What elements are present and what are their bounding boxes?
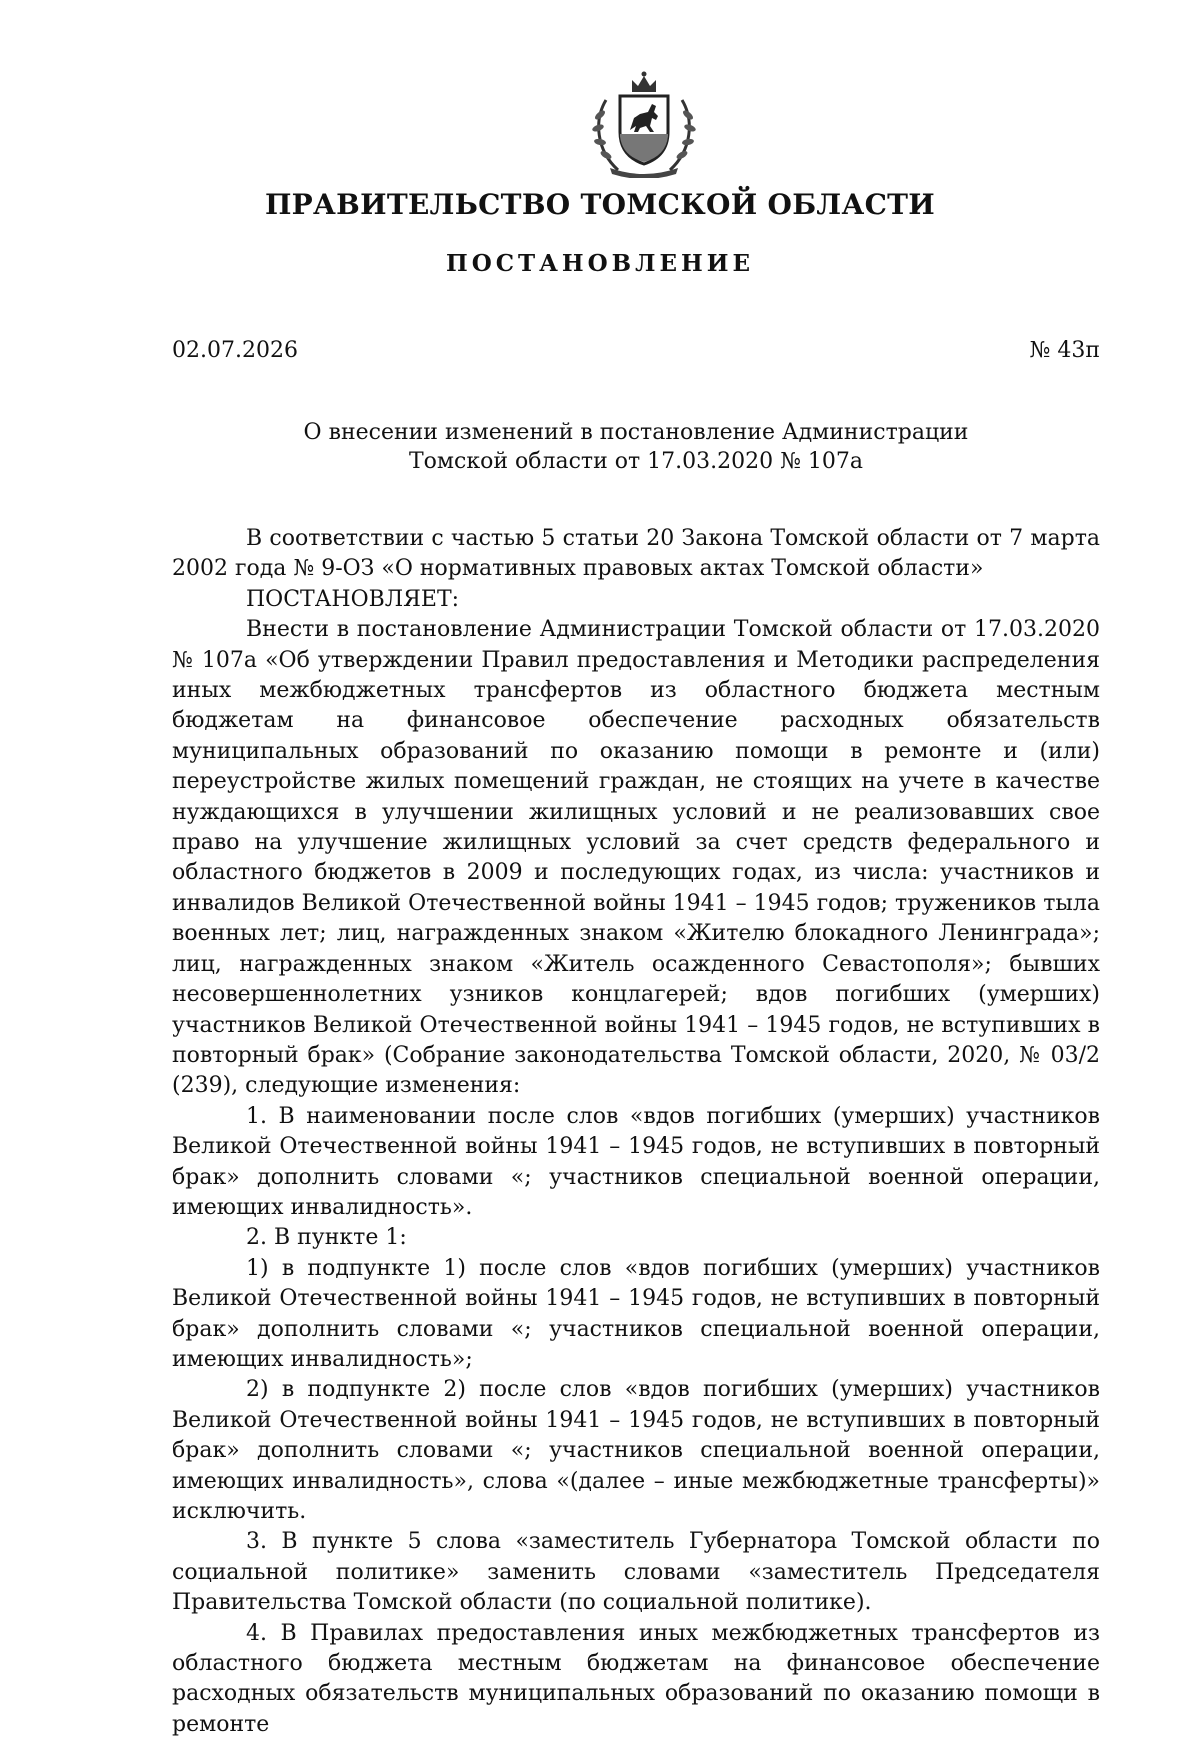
- coat-of-arms-icon: [588, 70, 700, 178]
- body-paragraph: Внести в постановление Администрации Томской области от 17.03.2020 № 107а «Об утверждении Правил предоставления и Методики распределения иных межбюджетных трансфертов из областного бюджета местным бюджетам на финансовое обеспечение расходных обязательств муниципальных образований по оказанию помощи в ремонте и (или) переустройстве жилых помещений граждан, не стоящих на учете в качестве нуждающихся в улучшении жилищных условий и не реализовавших свое право на улучшение жилищных условий за счет средств федерального и областного бюджетов в 2009 и последующих годах, из числа: участников и инвалидов Великой Отечественной войны 1941 – 1945 годов; тружеников тыла военных лет; лиц, награжденных знаком «Жителю блокадного Ленинграда»; лиц, награжденных знаком «Житель осажденного Севастополя»; бывших несовершеннолетних узников концлагерей; вдов погибших (умерших) участников Великой Отечественной войны 1941 – 1945 годов, не вступивших в повторный брак» (Собрание законодательства Томской области, 2020, № 03/2 (239), следующие изменения:: [172, 617, 1100, 1099]
- amendment-item-4: 4. В Правилах предоставления иных межбюджетных трансфертов из областного бюджета местным бюджетам на финансовое обеспечение расходных обязательств муниципальных образований по оказанию помощи в ремонте: [172, 1620, 1100, 1737]
- amendment-subitem-1: 1) в подпункте 1) после слов «вдов погибших (умерших) участников Великой Отечественной войны 1941 – 1945 годов, не вступивших в повторный брак» дополнить словами «; участников специальной военной операции, имеющих инвалидность»;: [172, 1255, 1100, 1372]
- subject-line: О внесении изменений в постановление Администрации: [303, 420, 969, 445]
- amendment-item-2: 2. В пункте 1:: [246, 1225, 407, 1251]
- amendment-item-1: 1. В наименовании после слов «вдов погибших (умерших) участников Великой Отечественной войны 1941 – 1945 годов, не вступивших в повторный брак» дополнить словами «; участников специальной военной операции, имеющих инвалидность».: [172, 1103, 1100, 1220]
- document-number: № 43п: [1029, 338, 1100, 363]
- document-body: [172, 524, 1100, 1740]
- body-paragraph: В соответствии с частью 5 статьи 20 Закона Томской области от 7 марта 2002 года № 9-ОЗ «О нормативных правовых актах Томской области»: [172, 526, 1100, 582]
- organization-title: ПРАВИТЕЛЬСТВО ТОМСКОЙ ОБЛАСТИ: [264, 188, 936, 221]
- resolution-keyword: ПОСТАНОВЛЯЕТ:: [246, 586, 460, 612]
- document-subject: [172, 418, 1100, 476]
- amendment-item-3: 3. В пункте 5 слова «заместитель Губернатора Томской области по социальной политике» заменить словами «заместитель Председателя Правительства Томской области (по социальной политике).: [172, 1529, 1100, 1616]
- amendment-subitem-2: 2) в подпункте 2) после слов «вдов погибших (умерших) участников Великой Отечественной войны 1941 – 1945 годов, не вступивших в повторный брак» дополнить словами «; участников специальной военной операции, имеющих инвалидность», слова «(далее – иные межбюджетные трансферты)» исключить.: [172, 1377, 1100, 1524]
- document-type-heading: ПОСТАНОВЛЕНИЕ: [446, 250, 754, 277]
- document-date: 02.07.2026: [172, 338, 298, 363]
- subject-line: Томской области от 17.03.2020 № 107а: [408, 449, 864, 474]
- coat-of-arms-emblem: [588, 70, 700, 178]
